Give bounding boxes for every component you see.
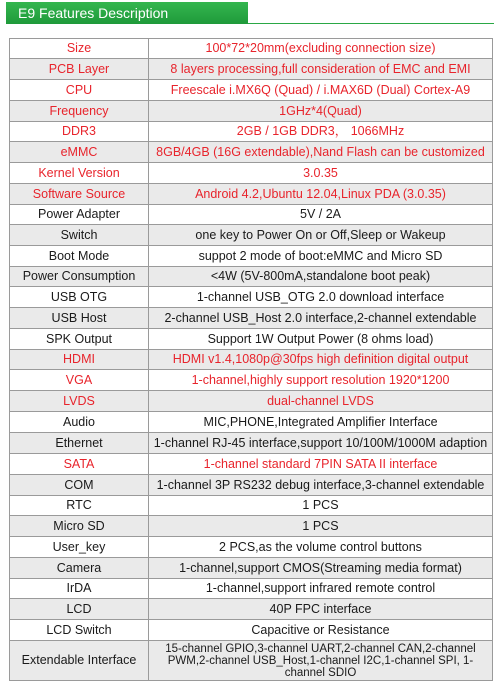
feature-label: User_key: [10, 537, 149, 558]
feature-label: Switch: [10, 225, 149, 246]
feature-label: USB OTG: [10, 287, 149, 308]
feature-value: 1-channel 3P RS232 debug interface,3-channel extendable: [149, 475, 493, 496]
feature-label: IrDA: [10, 579, 149, 599]
title-divider: [248, 23, 494, 24]
features-table-body: [10, 39, 493, 681]
table-row: [10, 142, 493, 163]
table-row: [10, 163, 493, 184]
table-row: [10, 267, 493, 287]
table-row: [10, 59, 493, 80]
feature-label: SPK Output: [10, 329, 149, 350]
feature-label: Boot Mode: [10, 246, 149, 267]
table-row: [10, 308, 493, 329]
table-row: [10, 454, 493, 475]
feature-value: 1 PCS: [149, 516, 493, 537]
feature-value: 1 PCS: [149, 496, 493, 516]
feature-value: Capacitive or Resistance: [149, 620, 493, 641]
feature-value: 1-channel,support infrared remote control: [149, 579, 493, 599]
feature-label: Ethernet: [10, 433, 149, 454]
table-row: [10, 80, 493, 101]
feature-value: 1-channel RJ-45 interface,support 10/100M/1000M adaption: [149, 433, 493, 454]
table-row: [10, 246, 493, 267]
table-row: [10, 184, 493, 205]
feature-value: Support 1W Output Power (8 ohms load): [149, 329, 493, 350]
feature-label: USB Host: [10, 308, 149, 329]
feature-label: Frequency: [10, 101, 149, 122]
feature-label: LVDS: [10, 391, 149, 412]
feature-label: Power Consumption: [10, 267, 149, 287]
section-title: E9 Features Description: [6, 2, 248, 24]
feature-value: Freescale i.MX6Q (Quad) / i.MAX6D (Dual) Cortex-A9: [149, 80, 493, 101]
feature-value: dual-channel LVDS: [149, 391, 493, 412]
feature-label: SATA: [10, 454, 149, 475]
feature-label: Size: [10, 39, 149, 59]
feature-value: 1-channel USB_OTG 2.0 download interface: [149, 287, 493, 308]
feature-label: VGA: [10, 370, 149, 391]
table-row: [10, 370, 493, 391]
feature-label: Audio: [10, 412, 149, 433]
feature-value: 2 PCS,as the volume control buttons: [149, 537, 493, 558]
feature-value: 1-channel standard 7PIN SATA II interface: [149, 454, 493, 475]
table-row: [10, 205, 493, 225]
feature-value: 2-channel USB_Host 2.0 interface,2-channel extendable: [149, 308, 493, 329]
feature-value: 3.0.35: [149, 163, 493, 184]
feature-value: 1-channel,support CMOS(Streaming media format): [149, 558, 493, 579]
table-row: [10, 391, 493, 412]
feature-value: MIC,PHONE,Integrated Amplifier Interface: [149, 412, 493, 433]
table-row: [10, 433, 493, 454]
feature-label: LCD Switch: [10, 620, 149, 641]
table-row: [10, 537, 493, 558]
table-row: [10, 579, 493, 599]
table-row: [10, 122, 493, 142]
feature-value: Android 4.2,Ubuntu 12.04,Linux PDA (3.0.35): [149, 184, 493, 205]
table-row: [10, 475, 493, 496]
table-row: [10, 558, 493, 579]
feature-value: HDMI v1.4,1080p@30fps high definition digital output: [149, 350, 493, 370]
feature-value: 1GHz*4(Quad): [149, 101, 493, 122]
feature-value: 40P FPC interface: [149, 599, 493, 620]
feature-value: 100*72*20mm(excluding connection size): [149, 39, 493, 59]
table-row: [10, 496, 493, 516]
feature-value: 15-channel GPIO,3-channel UART,2-channel CAN,2-channel PWM,2-channel USB_Host,1-channel I2C,1-channel SPI, 1-channel SDIO: [149, 641, 493, 681]
table-row: [10, 350, 493, 370]
feature-label: CPU: [10, 80, 149, 101]
feature-label: Micro SD: [10, 516, 149, 537]
feature-label: PCB Layer: [10, 59, 149, 80]
feature-label: Power Adapter: [10, 205, 149, 225]
table-row: [10, 329, 493, 350]
table-row: [10, 101, 493, 122]
feature-value: 8 layers processing,full consideration of EMC and EMI: [149, 59, 493, 80]
feature-value: 8GB/4GB (16G extendable),Nand Flash can be customized: [149, 142, 493, 163]
feature-value: 1-channel,highly support resolution 1920*1200: [149, 370, 493, 391]
feature-label: eMMC: [10, 142, 149, 163]
feature-value: <4W (5V-800mA,standalone boot peak): [149, 267, 493, 287]
feature-label: Camera: [10, 558, 149, 579]
table-row: [10, 39, 493, 59]
table-row: [10, 412, 493, 433]
feature-label: COM: [10, 475, 149, 496]
table-row: [10, 287, 493, 308]
feature-value: 2GB / 1GB DDR3， 1066MHz: [149, 122, 493, 142]
feature-label: DDR3: [10, 122, 149, 142]
feature-label: RTC: [10, 496, 149, 516]
feature-value: 5V / 2A: [149, 205, 493, 225]
features-table: [9, 38, 493, 681]
table-row: [10, 620, 493, 641]
table-row: [10, 516, 493, 537]
feature-label: Software Source: [10, 184, 149, 205]
table-row: [10, 225, 493, 246]
feature-value: suppot 2 mode of boot:eMMC and Micro SD: [149, 246, 493, 267]
table-row: [10, 641, 493, 681]
feature-label: HDMI: [10, 350, 149, 370]
feature-label: Extendable Interface: [10, 641, 149, 681]
feature-label: Kernel Version: [10, 163, 149, 184]
table-row: [10, 599, 493, 620]
feature-label: LCD: [10, 599, 149, 620]
feature-value: one key to Power On or Off,Sleep or Wakeup: [149, 225, 493, 246]
